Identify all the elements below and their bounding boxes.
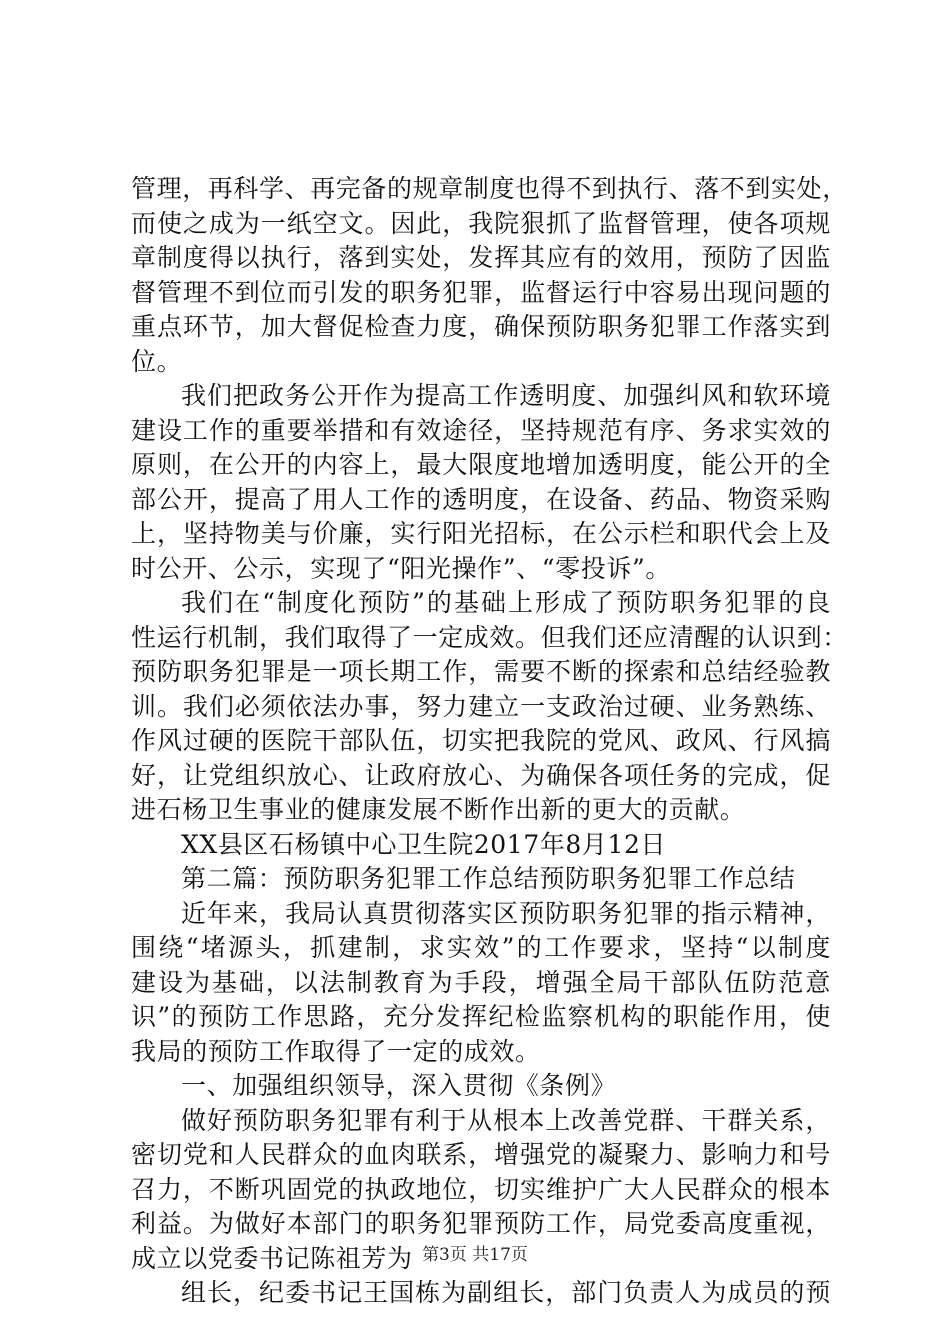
page-footer xyxy=(0,1243,950,1267)
paragraph-first-line: 我们在“制度化预防”的基础上形成了预防职务犯罪的良 xyxy=(181,588,831,617)
text-line: 而使之成为一纸空文。因此，我院狠抓了监督管理，使各项规 xyxy=(131,208,831,238)
text-line: 时公开、公示，实现了“阳光操作”、“零投诉”。 xyxy=(131,553,671,583)
text-line: 预防职务犯罪是一项长期工作，需要不断的探索和总结经验教 xyxy=(131,657,831,686)
text-line: 章制度得以执行，落到实处，发挥其应有的效用，预防了因监 xyxy=(131,243,831,272)
text-line: 好，让党组织放心、让政府放心、为确保各项任务的完成，促 xyxy=(131,760,831,790)
text-line: 进石杨卫生事业的健康发展不断作出新的更大的贡献。 xyxy=(131,795,746,824)
text-line: 督管理不到位而引发的职务犯罪，监督运行中容易出现问题的 xyxy=(131,277,831,307)
text-line: 围绕“堵源头，抓建制，求实效”的工作要求，坚持“以制度 xyxy=(131,933,831,962)
text-line: 建设为基础，以法制教育为手段，增强全局干部队伍防范意 xyxy=(131,967,831,997)
signature-line: XX县区石杨镇中心卫生院2017年8月12日 xyxy=(181,829,667,859)
text-line: 重点环节，加大督促检查力度，确保预防职务犯罪工作落实到 xyxy=(131,312,831,341)
text-line: 作风过硬的医院干部队伍，切实把我院的党风、政风、行风搞 xyxy=(131,726,831,755)
text-line: 我局的预防工作取得了一定的成效。 xyxy=(131,1036,541,1066)
subsection-heading: 一、加强组织领导，深入贯彻《条例》 xyxy=(181,1071,617,1100)
paragraph-first-line: 做好预防职务犯罪有利于从根本上改善党群、干群关系， xyxy=(181,1105,831,1135)
paragraph-first-line: 我们把政务公开作为提高工作透明度、加强纠风和软环境 xyxy=(181,381,831,410)
text-line: 原则，在公开的内容上，最大限度地增加透明度，能公开的全 xyxy=(131,450,831,479)
text-line: 上，坚持物美与价廉，实行阳光招标，在公示栏和职代会上及 xyxy=(131,519,831,548)
paragraph-first-line: 组长，纪委书记王国栋为副组长，部门负责人为成员的预 xyxy=(181,1278,831,1307)
page-number: 第3页 共17页 xyxy=(422,1245,528,1265)
paragraph-first-line: 近年来，我局认真贯彻落实区预防职务犯罪的指示精神， xyxy=(181,898,831,928)
text-line: 训。我们必须依法办事，努力建立一支政治过硬、业务熟练、 xyxy=(131,691,831,721)
text-line: 利益。为做好本部门的职务犯罪预防工作，局党委高度重视， xyxy=(131,1209,831,1238)
body-text xyxy=(131,172,848,1311)
text-line: 召力，不断巩固党的执政地位，切实维护广大人民群众的根本 xyxy=(131,1174,831,1204)
text-line: 部公开，提高了用人工作的透明度，在设备、药品、物资采购 xyxy=(131,484,831,514)
text-line: 位。 xyxy=(131,346,183,376)
text-line: 管理，再科学、再完备的规章制度也得不到执行、落不到实处， xyxy=(131,174,848,203)
text-line: 密切党和人民群众的血肉联系，增强党的凝聚力、影响力和号 xyxy=(131,1140,831,1169)
text-line: 建设工作的重要举措和有效途径，坚持规范有序、务求实效的 xyxy=(131,415,831,445)
text-line: 识”的预防工作思路，充分发挥纪检监察机构的职能作用，使 xyxy=(131,1002,831,1031)
section-heading: 第二篇：预防职务犯罪工作总结预防职务犯罪工作总结 xyxy=(181,864,796,893)
text-line: 成立以党委书记陈祖芳为 xyxy=(131,1243,413,1273)
text-line: 性运行机制，我们取得了一定成效。但我们还应清醒的认识到： xyxy=(131,622,848,652)
